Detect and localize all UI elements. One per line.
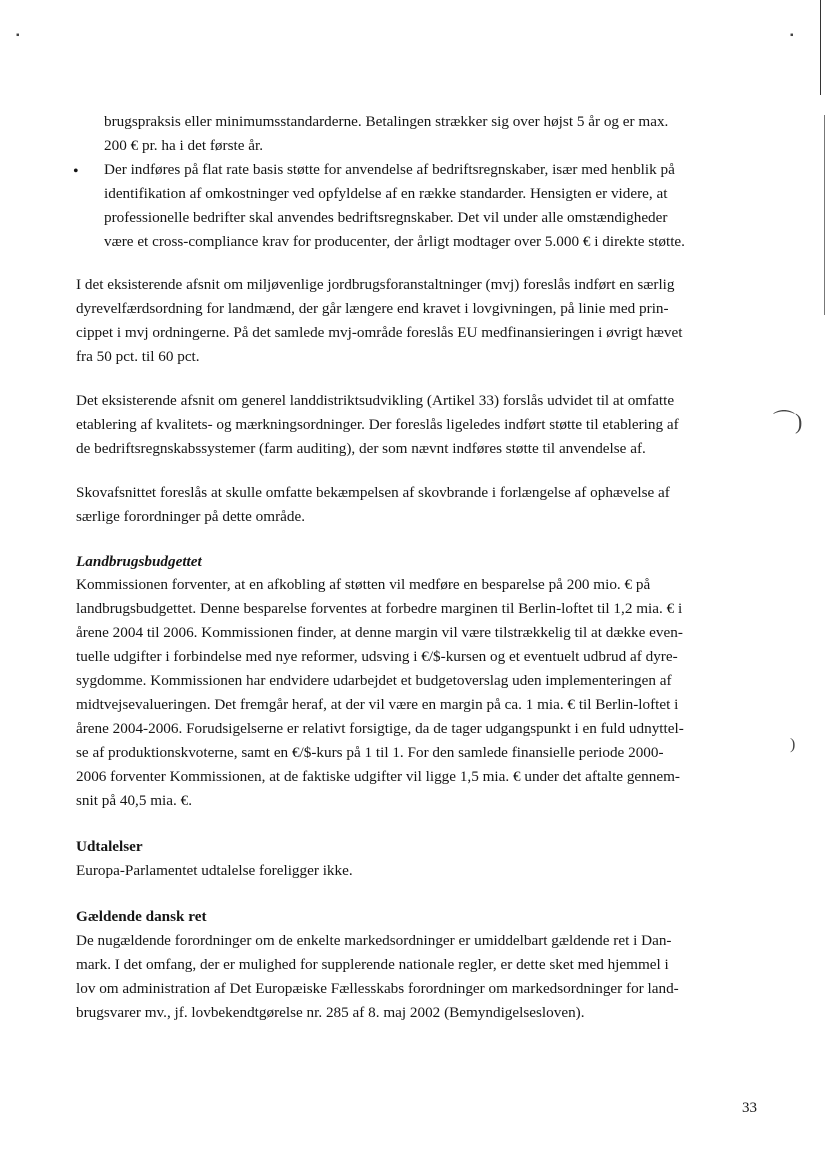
section-heading: Udtalelser bbox=[76, 838, 143, 855]
scan-curve-mark: ) bbox=[790, 736, 796, 753]
text-line: årene 2004 til 2006. Kommissionen finder, at denne margin vil være tilstrækkelig til at dække even- bbox=[76, 624, 683, 641]
text-line: Kommissionen forventer, at en afkobling af støtten vil medføre en besparelse på 200 mio. € på bbox=[76, 576, 651, 593]
text-line: midtvejsevalueringen. Det fremgår heraf, at der vil være en margin på ca. 1 mia. € til Berlin-loftet i bbox=[76, 696, 679, 713]
text-line: lov om administration af Det Europæiske Fællesskabs forordninger om markedsordninger for land- bbox=[76, 980, 679, 997]
text-line: brugsvarer mv., jf. lovbekendtgørelse nr. 285 af 8. maj 2002 (Bemyndigelsesloven). bbox=[76, 1004, 585, 1021]
text-line: I det eksisterende afsnit om miljøvenlige jordbrugsforanstaltninger (mvj) foreslås indført en særlig bbox=[76, 276, 675, 293]
scan-dot: ▪ bbox=[790, 30, 794, 41]
text-line: De nugældende forordninger om de enkelte markedsordninger er umiddelbart gældende ret i Dan- bbox=[76, 932, 672, 949]
text-line: fra 50 pct. til 60 pct. bbox=[76, 348, 200, 365]
text-line: tuelle udgifter i forbindelse med nye reformer, udsving i €/$-kursen og et eventuelt udbrud af dyre- bbox=[76, 648, 678, 665]
text-line: være et cross-compliance krav for producenter, der årligt modtager over 5.000 € i direkte støtte. bbox=[104, 233, 685, 250]
text-line: identifikation af omkostninger ved opfyldelse af en række standarder. Hensigten er videre, at bbox=[104, 185, 668, 202]
text-line: de bedriftsregnskabssystemer (farm auditing), der som nævnt indføres støtte til anvendelse af. bbox=[76, 440, 646, 457]
scan-dot: ▪ bbox=[16, 30, 20, 41]
text-line: mark. I det omfang, der er mulighed for supplerende nationale regler, er dette sket med hjemmel i bbox=[76, 956, 669, 973]
text-line: brugspraksis eller minimumsstandarderne. Betalingen strækker sig over højst 5 år og er max. bbox=[104, 113, 669, 130]
text-line: Skovafsnittet foreslås at skulle omfatte bekæmpelsen af skovbrande i forlængelse af ophævelse af bbox=[76, 484, 670, 501]
text-line: professionelle bedrifter skal anvendes bedriftsregnskaber. Det vil under alle omstændigheder bbox=[104, 209, 668, 226]
text-line: årene 2004-2006. Forudsigelserne er relativt forsigtige, da de tager udgangspunkt i en fuld udnyttel- bbox=[76, 720, 684, 737]
text-line: 2006 forventer Kommissionen, at de faktiske udgifter vil ligge 1,5 mia. € under det aftalte gennem- bbox=[76, 768, 680, 785]
text-line: cippet i mvj ordningerne. På det samlede mvj-område foreslås EU medfinansieringen i øvrigt hævet bbox=[76, 324, 683, 341]
page-number: 33 bbox=[742, 1100, 757, 1116]
scan-edge-line bbox=[820, 0, 821, 95]
section-heading: Gældende dansk ret bbox=[76, 908, 207, 925]
text-line: Europa-Parlamentet udtalelse foreligger ikke. bbox=[76, 862, 353, 879]
text-line: særlige forordninger på dette område. bbox=[76, 508, 305, 525]
text-line: sygdomme. Kommissionen har endvidere udarbejdet et budgetoverslag uden implementeringen af bbox=[76, 672, 672, 689]
text-line: 200 € pr. ha i det første år. bbox=[104, 137, 264, 154]
text-line: dyrevelfærdsordning for landmænd, der går længere end kravet i lovgivningen, på linie med prin- bbox=[76, 300, 669, 317]
scan-curve-mark: ⌒) bbox=[773, 409, 803, 434]
text-line: se af produktionskvoterne, samt en €/$-kurs på 1 til 1. For den samlede finansielle periode 2000- bbox=[76, 744, 664, 761]
section-heading: Landbrugsbudgettet bbox=[76, 553, 202, 570]
text-line: landbrugsbudgettet. Denne besparelse forventes at forbedre marginen til Berlin-loftet til 1,2 mia. € i bbox=[76, 600, 683, 617]
bullet-marker: • bbox=[73, 163, 79, 180]
text-line: Det eksisterende afsnit om generel landdistriktsudvikling (Artikel 33) forslås udvidet til at omfatte bbox=[76, 392, 675, 409]
text-line: Der indføres på flat rate basis støtte for anvendelse af bedriftsregnskaber, især med henblik på bbox=[104, 161, 675, 178]
text-line: etablering af kvalitets- og mærkningsordninger. Der foreslås ligeledes indført støtte til etablering af bbox=[76, 416, 679, 433]
text-line: snit på 40,5 mia. €. bbox=[76, 792, 193, 809]
scan-edge-line bbox=[824, 115, 825, 315]
